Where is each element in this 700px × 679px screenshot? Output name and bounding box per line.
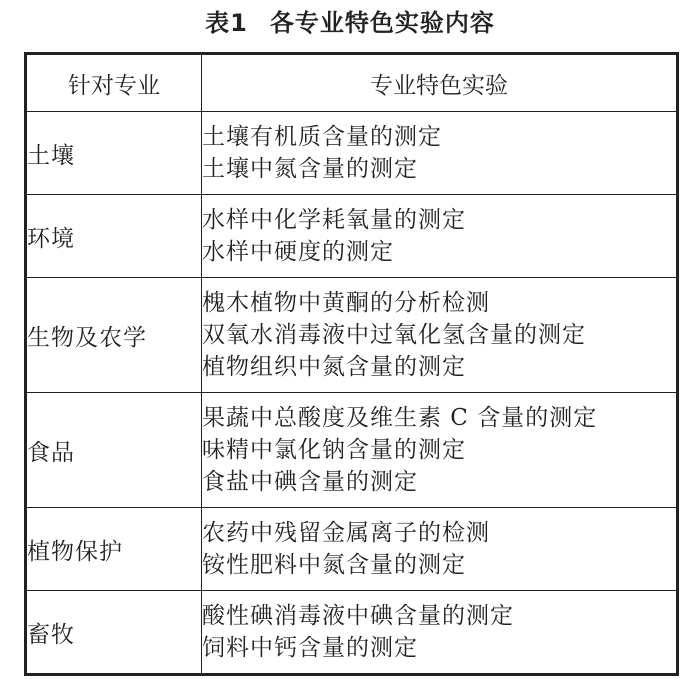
header-row	[26, 54, 678, 112]
major-cell: 环境	[26, 195, 202, 278]
major-cell: 生物及农学	[26, 278, 202, 393]
experiments-table	[24, 52, 679, 676]
experiments-cell	[202, 278, 678, 393]
experiments-cell	[202, 591, 678, 675]
experiment-item: 饲料中钙含量的测定	[202, 635, 418, 661]
table-number: 表1	[205, 9, 248, 37]
major-cell: 畜牧	[26, 591, 202, 675]
major-cell: 土壤	[26, 112, 202, 195]
experiment-item: 槐木植物中黄酮的分析检测	[202, 290, 490, 316]
table-row	[26, 278, 678, 393]
experiment-item: 土壤有机质含量的测定	[202, 124, 442, 150]
table-row	[26, 508, 678, 591]
table-row	[26, 393, 678, 508]
experiments-cell	[202, 195, 678, 278]
major-cell: 植物保护	[26, 508, 202, 591]
experiment-item: 酸性碘消毒液中碘含量的测定	[202, 603, 514, 629]
experiment-item: 农药中残留金属离子的检测	[202, 520, 490, 546]
experiment-item: 水样中化学耗氧量的测定	[202, 207, 466, 233]
header-major: 针对专业	[26, 54, 202, 112]
experiment-item: 果蔬中总酸度及维生素 C 含量的测定	[202, 405, 598, 431]
experiment-item: 味精中氯化钠含量的测定	[202, 437, 466, 463]
major-cell: 食品	[26, 393, 202, 508]
experiments-cell	[202, 112, 678, 195]
header-experiments: 专业特色实验	[202, 54, 678, 112]
experiments-cell	[202, 508, 678, 591]
table-caption	[0, 6, 700, 40]
experiments-cell	[202, 393, 678, 508]
experiment-item: 植物组织中氮含量的测定	[202, 354, 466, 380]
table-row	[26, 591, 678, 675]
table-row	[26, 112, 678, 195]
experiment-item: 双氧水消毒液中过氧化氢含量的测定	[202, 322, 586, 348]
experiment-item: 食盐中碘含量的测定	[202, 469, 418, 495]
table-title: 各专业特色实验内容	[269, 9, 495, 37]
experiment-item: 铵性肥料中氮含量的测定	[202, 552, 466, 578]
experiment-item: 水样中硬度的测定	[202, 239, 394, 265]
table-row	[26, 195, 678, 278]
experiment-item: 土壤中氮含量的测定	[202, 156, 418, 182]
